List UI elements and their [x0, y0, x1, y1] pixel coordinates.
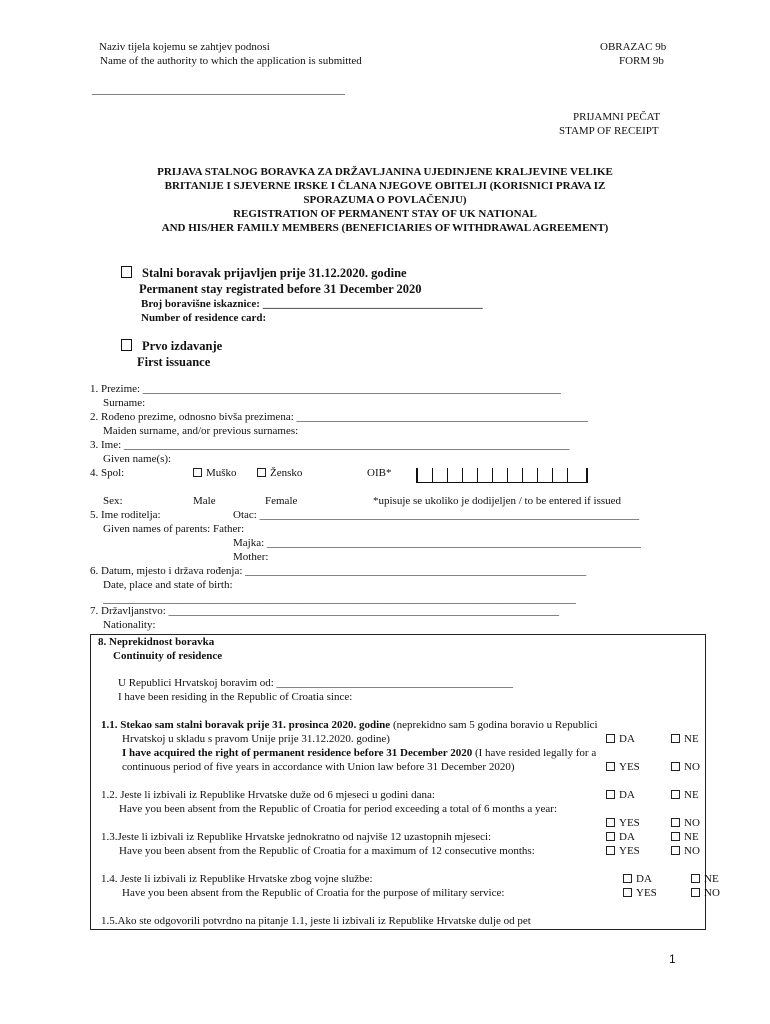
- sex-label-en: Sex:: [103, 495, 123, 507]
- option-first-issuance[interactable]: [121, 339, 222, 353]
- q11-no-option[interactable]: [671, 761, 700, 774]
- birth-details-extra-line[interactable]: ______________________________________________________________________________________: [103, 593, 576, 605]
- residing-since-field[interactable]: U Republici Hrvatskoj boravim od: ___________________________________________: [118, 677, 514, 689]
- maiden-surname-field[interactable]: 2. Rođeno prezime, odnosno bivša prezimena: _____________________________________________________: [90, 411, 589, 423]
- q12-no-checkbox[interactable]: [671, 818, 680, 827]
- given-name-field[interactable]: 3. Ime: _________________________________________________________________________________: [90, 439, 570, 451]
- q14-yes-option[interactable]: [623, 887, 657, 900]
- q11-ne-label: NE: [684, 733, 699, 745]
- male-label-hr: Muško: [206, 467, 237, 479]
- q12-da-label: DA: [619, 789, 635, 801]
- q11-hr-bold: 1.1. Stekao sam stalni boravak prije 31. prosinca 2020. godine: [101, 719, 391, 731]
- surname-field[interactable]: 1. Prezime: ____________________________________________________________________________: [90, 383, 561, 395]
- q13-da-label: DA: [619, 831, 635, 843]
- q13-ne-option[interactable]: [671, 831, 699, 844]
- option-registered-before-2020[interactable]: [121, 266, 407, 280]
- oib-label: OIB*: [367, 467, 392, 479]
- q11-hr-line1: [101, 719, 598, 732]
- q11-en-line2: continuous period of five years in accordance with Union law before 31 December 2020): [122, 761, 515, 773]
- q14-yes-checkbox[interactable]: [623, 888, 632, 897]
- q11-yes-label: YES: [619, 761, 640, 773]
- male-label-en: Male: [193, 495, 216, 507]
- female-label-hr: Žensko: [270, 467, 303, 479]
- q11-da-checkbox[interactable]: [606, 734, 615, 743]
- q14-da-label: DA: [636, 873, 652, 885]
- stamp-label-en: STAMP OF RECEIPT: [559, 125, 659, 137]
- birth-details-label-en: Date, place and state of birth:: [103, 579, 233, 591]
- q14-da-checkbox[interactable]: [623, 874, 632, 883]
- q13-ne-checkbox[interactable]: [671, 832, 680, 841]
- q14-ne-option[interactable]: [691, 873, 719, 886]
- form-number-en: FORM 9b: [619, 55, 664, 67]
- q14-hr: 1.4. Jeste li izbivali iz Republike Hrvatske zbog vojne službe:: [101, 873, 373, 885]
- title-line-4: REGISTRATION OF PERMANENT STAY OF UK NATIONAL: [233, 208, 537, 220]
- q11-yes-option[interactable]: [606, 761, 640, 774]
- q12-ne-checkbox[interactable]: [671, 790, 680, 799]
- authority-input-line[interactable]: ______________________________________________: [92, 84, 345, 96]
- oib-note: *upisuje se ukoliko je dodijeljen / to be entered if issued: [373, 495, 622, 507]
- q11-ne-checkbox[interactable]: [671, 734, 680, 743]
- q13-da-option[interactable]: [606, 831, 635, 844]
- q13-no-checkbox[interactable]: [671, 846, 680, 855]
- q11-no-label: NO: [684, 761, 700, 773]
- q11-no-checkbox[interactable]: [671, 762, 680, 771]
- q11-da-option[interactable]: [606, 733, 635, 746]
- given-name-label-en: Given name(s):: [103, 453, 172, 465]
- q12-en: Have you been absent from the Republic of Croatia for period exceeding a total of 6 months a year:: [119, 803, 558, 815]
- father-name-field[interactable]: Otac: _____________________________________________________________________: [233, 509, 640, 521]
- q11-en-line1: [122, 747, 596, 760]
- q12-no-option[interactable]: [671, 817, 700, 830]
- q12-da-option[interactable]: [606, 789, 635, 802]
- q12-ne-option[interactable]: [671, 789, 699, 802]
- q11-ne-option[interactable]: [671, 733, 699, 746]
- q15-hr: 1.5.Ako ste odgovorili potvrdno na pitanje 1.1, jeste li izbivali iz Republike Hrvatske dulje od pet: [101, 915, 531, 927]
- option1-label-en: Permanent stay registrated before 31 December 2020: [139, 282, 422, 296]
- authority-label-hr: Naziv tijela kojemu se zahtjev podnosi: [99, 41, 270, 53]
- q13-en: Have you been absent from the Republic of Croatia for a maximum of 12 consecutive months:: [119, 845, 535, 857]
- title-line-3: SPORAZUMA O POVLAČENJU): [303, 194, 467, 206]
- q11-yes-checkbox[interactable]: [606, 762, 615, 771]
- residence-card-number-field[interactable]: Broj boravišne iskaznice: ________________________________________: [141, 298, 483, 310]
- oib-input-boxes[interactable]: [416, 468, 588, 483]
- surname-label-en: Surname:: [103, 397, 146, 409]
- birth-details-field[interactable]: 6. Datum, mjesto i država rođenja: ______________________________________________________________: [90, 565, 587, 577]
- male-checkbox[interactable]: [193, 468, 202, 477]
- maiden-surname-label-en: Maiden surname, and/or previous surnames:: [103, 425, 299, 437]
- title-line-2: BRITANIJE I SJEVERNE IRSKE I ČLANA NJEGOVE OBITELJI (KORISNICI PRAVA IZ: [164, 180, 606, 192]
- q13-yes-checkbox[interactable]: [606, 846, 615, 855]
- female-label-en: Female: [265, 495, 298, 507]
- nationality-field[interactable]: 7. Državljanstvo: _______________________________________________________________________: [90, 605, 560, 617]
- continuity-title-hr: 8. Neprekidnost boravka: [98, 636, 215, 648]
- q13-hr: 1.3.Jeste li izbivali iz Republike Hrvatske jednokratno od najviše 12 uzastopnih mjeseci:: [101, 831, 492, 843]
- mother-label-en: Mother:: [233, 551, 269, 563]
- q12-da-checkbox[interactable]: [606, 790, 615, 799]
- sex-male-option[interactable]: [193, 467, 237, 480]
- title-line-5: AND HIS/HER FAMILY MEMBERS (BENEFICIARIES OF WITHDRAWAL AGREEMENT): [161, 222, 609, 234]
- parents-label-hr: 5. Ime roditelja:: [90, 509, 161, 521]
- q11-en-rest: (I have resided legally for a: [472, 747, 597, 759]
- mother-name-field[interactable]: Majka: ____________________________________________________________________: [233, 537, 641, 549]
- continuity-title-en: Continuity of residence: [113, 650, 223, 662]
- option2-label-en: First issuance: [137, 355, 211, 369]
- q14-ne-label: NE: [704, 873, 719, 885]
- q11-en-bold: I have acquired the right of permanent residence before 31 December 2020: [122, 747, 473, 759]
- q14-yes-label: YES: [636, 887, 657, 899]
- q14-ne-checkbox[interactable]: [691, 874, 700, 883]
- residence-card-label-en: Number of residence card:: [141, 312, 267, 324]
- q14-no-option[interactable]: [691, 887, 720, 900]
- title-line-1: PRIJAVA STALNOG BORAVKA ZA DRŽAVLJANINA UJEDINJENE KRALJEVINE VELIKE: [157, 166, 613, 178]
- parents-label-en: Given names of parents: Father:: [103, 523, 245, 535]
- q13-no-option[interactable]: [671, 845, 700, 858]
- registered-before-checkbox[interactable]: [121, 266, 132, 278]
- residing-since-label-en: I have been residing in the Republic of Croatia since:: [118, 691, 353, 703]
- sex-female-option[interactable]: [257, 467, 302, 480]
- q14-da-option[interactable]: [623, 873, 652, 886]
- q12-yes-checkbox[interactable]: [606, 818, 615, 827]
- sex-label-hr: 4. Spol:: [90, 467, 125, 479]
- q12-hr: 1.2. Jeste li izbivali iz Republike Hrvatske duže od 6 mjeseci u godini dana:: [101, 789, 435, 801]
- first-issuance-checkbox[interactable]: [121, 339, 132, 351]
- q11-hr-rest: (neprekidno sam 5 godina boravio u Republici: [390, 719, 598, 731]
- authority-label-en: Name of the authority to which the application is submitted: [100, 55, 362, 67]
- q14-no-checkbox[interactable]: [691, 888, 700, 897]
- q12-ne-label: NE: [684, 789, 699, 801]
- female-checkbox[interactable]: [257, 468, 266, 477]
- form-number-hr: OBRAZAC 9b: [600, 41, 667, 53]
- q12-no-label: NO: [684, 817, 700, 829]
- q13-ne-label: NE: [684, 831, 699, 843]
- q11-da-label: DA: [619, 733, 635, 745]
- nationality-label-en: Nationality:: [103, 619, 156, 631]
- q12-yes-label: YES: [619, 817, 640, 829]
- q14-en: Have you been absent from the Republic of Croatia for the purpose of military service:: [122, 887, 505, 899]
- q12-yes-option[interactable]: [606, 817, 640, 830]
- q13-yes-label: YES: [619, 845, 640, 857]
- q14-no-label: NO: [704, 887, 720, 899]
- stamp-label-hr: PRIJAMNI PEČAT: [573, 111, 661, 123]
- q13-yes-option[interactable]: [606, 845, 640, 858]
- q13-no-label: NO: [684, 845, 700, 857]
- option2-label-hr: Prvo izdavanje: [142, 339, 223, 353]
- page-number: 1: [669, 952, 676, 966]
- q11-hr-line2: Hrvatskoj u skladu s pravom Unije prije 31.12.2020. godine): [122, 733, 390, 745]
- option1-label-hr: Stalni boravak prijavljen prije 31.12.2020. godine: [142, 266, 407, 280]
- q13-da-checkbox[interactable]: [606, 832, 615, 841]
